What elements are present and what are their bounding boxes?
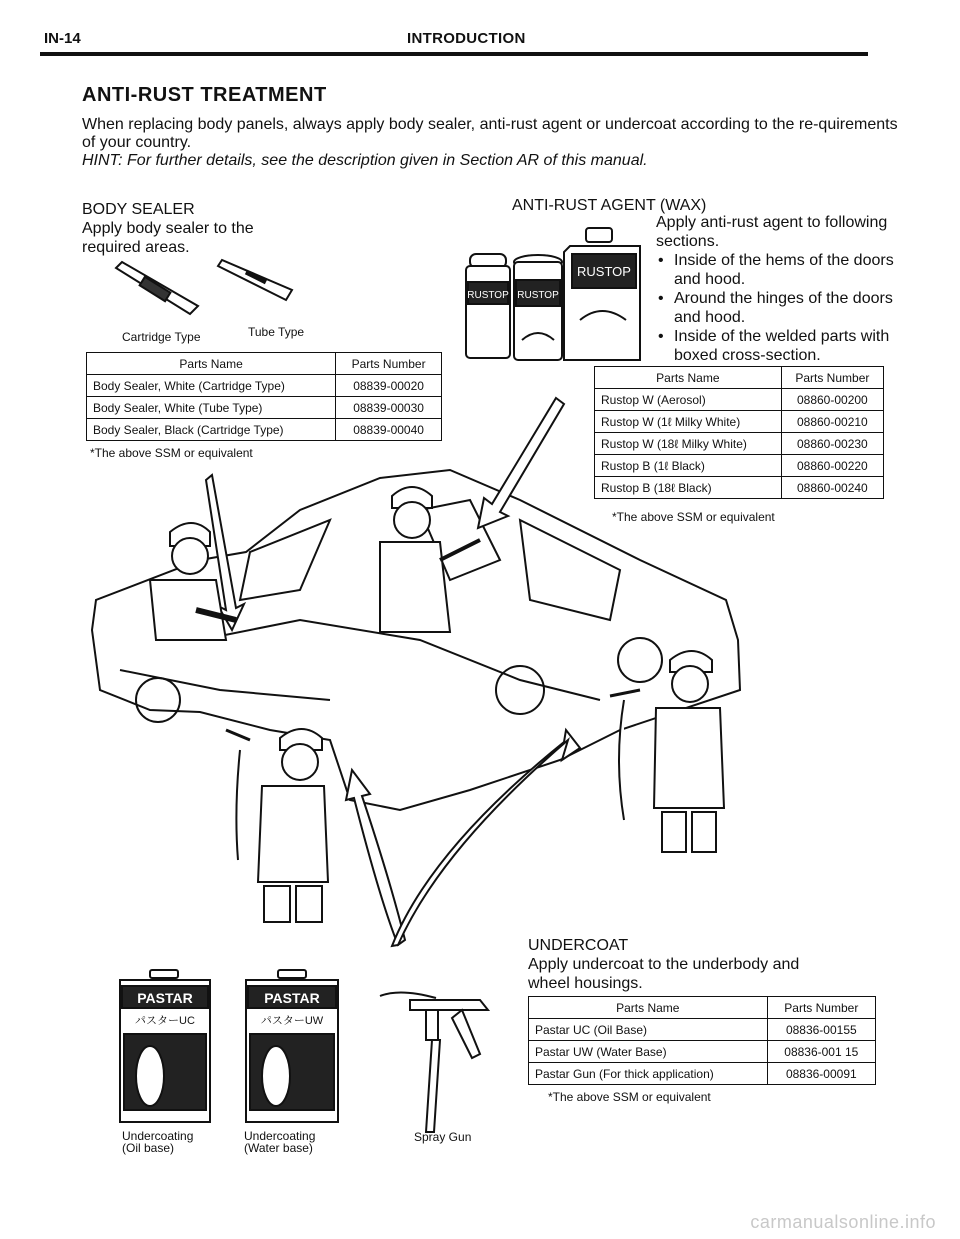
part-number: 08839-00040 — [336, 419, 442, 441]
chapter-title: INTRODUCTION — [407, 30, 526, 47]
part-name: Pastar UW (Water Base) — [529, 1041, 768, 1063]
cartridge-icon — [116, 262, 198, 314]
table-row — [595, 389, 884, 411]
part-number: 08836-001 15 — [767, 1041, 875, 1063]
col-parts-name: Parts Name — [595, 367, 782, 389]
svg-text:RUSTOP: RUSTOP — [467, 290, 509, 301]
table-row — [529, 1019, 876, 1041]
section-title: ANTI-RUST TREATMENT — [82, 84, 327, 106]
body-sealer-note: *The above SSM or equivalent — [90, 446, 253, 460]
part-number: 08860-00240 — [781, 477, 883, 499]
worker-right-icon — [610, 651, 724, 852]
svg-text:PASTAR: PASTAR — [264, 990, 320, 1006]
part-name: Body Sealer, White (Cartridge Type) — [87, 375, 336, 397]
page-number: IN-14 — [44, 30, 81, 47]
hint-text: HINT: For further details, see the description given in Section AR of this manual. — [82, 152, 648, 169]
table-row — [529, 1063, 876, 1085]
arrow-to-wax-icon — [478, 398, 564, 528]
spray-gun-icon — [380, 992, 488, 1132]
list-item: • Around the hinges of the doors and hood. — [656, 289, 918, 327]
part-name: Rustop B (18ℓ Black) — [595, 477, 782, 499]
worker-bottom-icon — [226, 729, 328, 922]
table-row — [87, 375, 442, 397]
body-sealer-table — [86, 352, 442, 441]
pastar-uw-can-icon — [246, 970, 338, 1122]
part-number: 08860-00200 — [781, 389, 883, 411]
part-number: 08860-00230 — [781, 433, 883, 455]
label-undercoating-oil — [122, 1130, 193, 1154]
svg-text:PASTAR: PASTAR — [137, 990, 193, 1006]
part-name: Pastar UC (Oil Base) — [529, 1019, 768, 1041]
table-row — [87, 419, 442, 441]
anti-rust-table — [594, 366, 884, 499]
anti-rust-line2: sections. — [656, 233, 720, 250]
part-name: Body Sealer, Black (Cartridge Type) — [87, 419, 336, 441]
col-parts-name: Parts Name — [529, 997, 768, 1019]
table-row — [595, 477, 884, 499]
part-name: Rustop B (1ℓ Black) — [595, 455, 782, 477]
part-number: 08839-00030 — [336, 397, 442, 419]
undercoat-line2: wheel housings. — [528, 975, 643, 992]
table-header-row — [529, 997, 876, 1019]
watermark: carmanualsonline.info — [750, 1212, 936, 1232]
part-name: Body Sealer, White (Tube Type) — [87, 397, 336, 419]
part-name: Rustop W (18ℓ Milky White) — [595, 433, 782, 455]
table-row — [595, 411, 884, 433]
label-spray-gun: Spray Gun — [414, 1130, 472, 1144]
part-number: 08836-00091 — [767, 1063, 875, 1085]
rustop-1l-can-icon — [514, 255, 562, 360]
svg-text:RUSTOP: RUSTOP — [517, 290, 559, 301]
undercoat-note: *The above SSM or equivalent — [548, 1090, 711, 1104]
col-parts-number: Parts Number — [781, 367, 883, 389]
worker-center-icon — [380, 487, 480, 632]
part-number: 08860-00210 — [781, 411, 883, 433]
undercoat-title: UNDERCOAT — [528, 937, 629, 954]
col-parts-name: Parts Name — [87, 353, 336, 375]
label-undercoating-water — [244, 1130, 315, 1154]
part-number: 08860-00220 — [781, 455, 883, 477]
tube-type-label: Tube Type — [248, 325, 305, 339]
list-item: • Inside of the welded parts with boxed cross-section. — [656, 327, 918, 365]
tube-icon — [218, 260, 292, 300]
rustop-aerosol-icon — [466, 254, 510, 358]
label-undercoating-oil-line2: (Oil base) — [122, 1141, 175, 1155]
label-undercoating-water-line2: (Water base) — [244, 1141, 313, 1155]
undercoat-line1: Apply undercoat to the underbody and — [528, 956, 800, 973]
intro-text: When replacing body panels, always apply body sealer, anti-rust agent or undercoat according to the re-quirements of your country. — [82, 116, 898, 151]
table-header-row — [595, 367, 884, 389]
col-parts-number: Parts Number — [767, 997, 875, 1019]
body-sealer-line1: Apply body sealer to the — [82, 220, 254, 237]
anti-rust-line1: Apply anti-rust agent to following — [656, 214, 888, 231]
pastar-uc-can-icon — [120, 970, 210, 1122]
part-name: Pastar Gun (For thick application) — [529, 1063, 768, 1085]
table-row — [595, 433, 884, 455]
label-undercoating-oil-line1: Undercoating — [122, 1129, 194, 1143]
rustop-18l-can-icon — [564, 228, 640, 360]
col-parts-number: Parts Number — [336, 353, 442, 375]
label-undercoating-water-line1: Undercoating — [244, 1129, 316, 1143]
anti-rust-note: *The above SSM or equivalent — [612, 510, 775, 524]
arrow-undercoat-icon — [346, 730, 580, 946]
table-row — [529, 1041, 876, 1063]
svg-text:パスターUC: パスターUC — [135, 1015, 195, 1027]
part-number: 08836-00155 — [767, 1019, 875, 1041]
undercoat-table — [528, 996, 876, 1085]
part-number: 08839-00020 — [336, 375, 442, 397]
list-item: • Inside of the hems of the doors and hood. — [656, 251, 918, 289]
anti-rust-title: ANTI-RUST AGENT (WAX) — [512, 197, 707, 214]
svg-text:RUSTOP: RUSTOP — [577, 264, 631, 279]
anti-rust-bullets — [656, 251, 918, 365]
body-sealer-line2: required areas. — [82, 239, 190, 256]
cartridge-type-label: Cartridge Type — [122, 330, 201, 344]
part-name: Rustop W (Aerosol) — [595, 389, 782, 411]
table-header-row — [87, 353, 442, 375]
part-name: Rustop W (1ℓ Milky White) — [595, 411, 782, 433]
body-sealer-title: BODY SEALER — [82, 201, 195, 218]
svg-text:パスターUW: パスターUW — [260, 1015, 324, 1027]
table-row — [595, 455, 884, 477]
table-row — [87, 397, 442, 419]
